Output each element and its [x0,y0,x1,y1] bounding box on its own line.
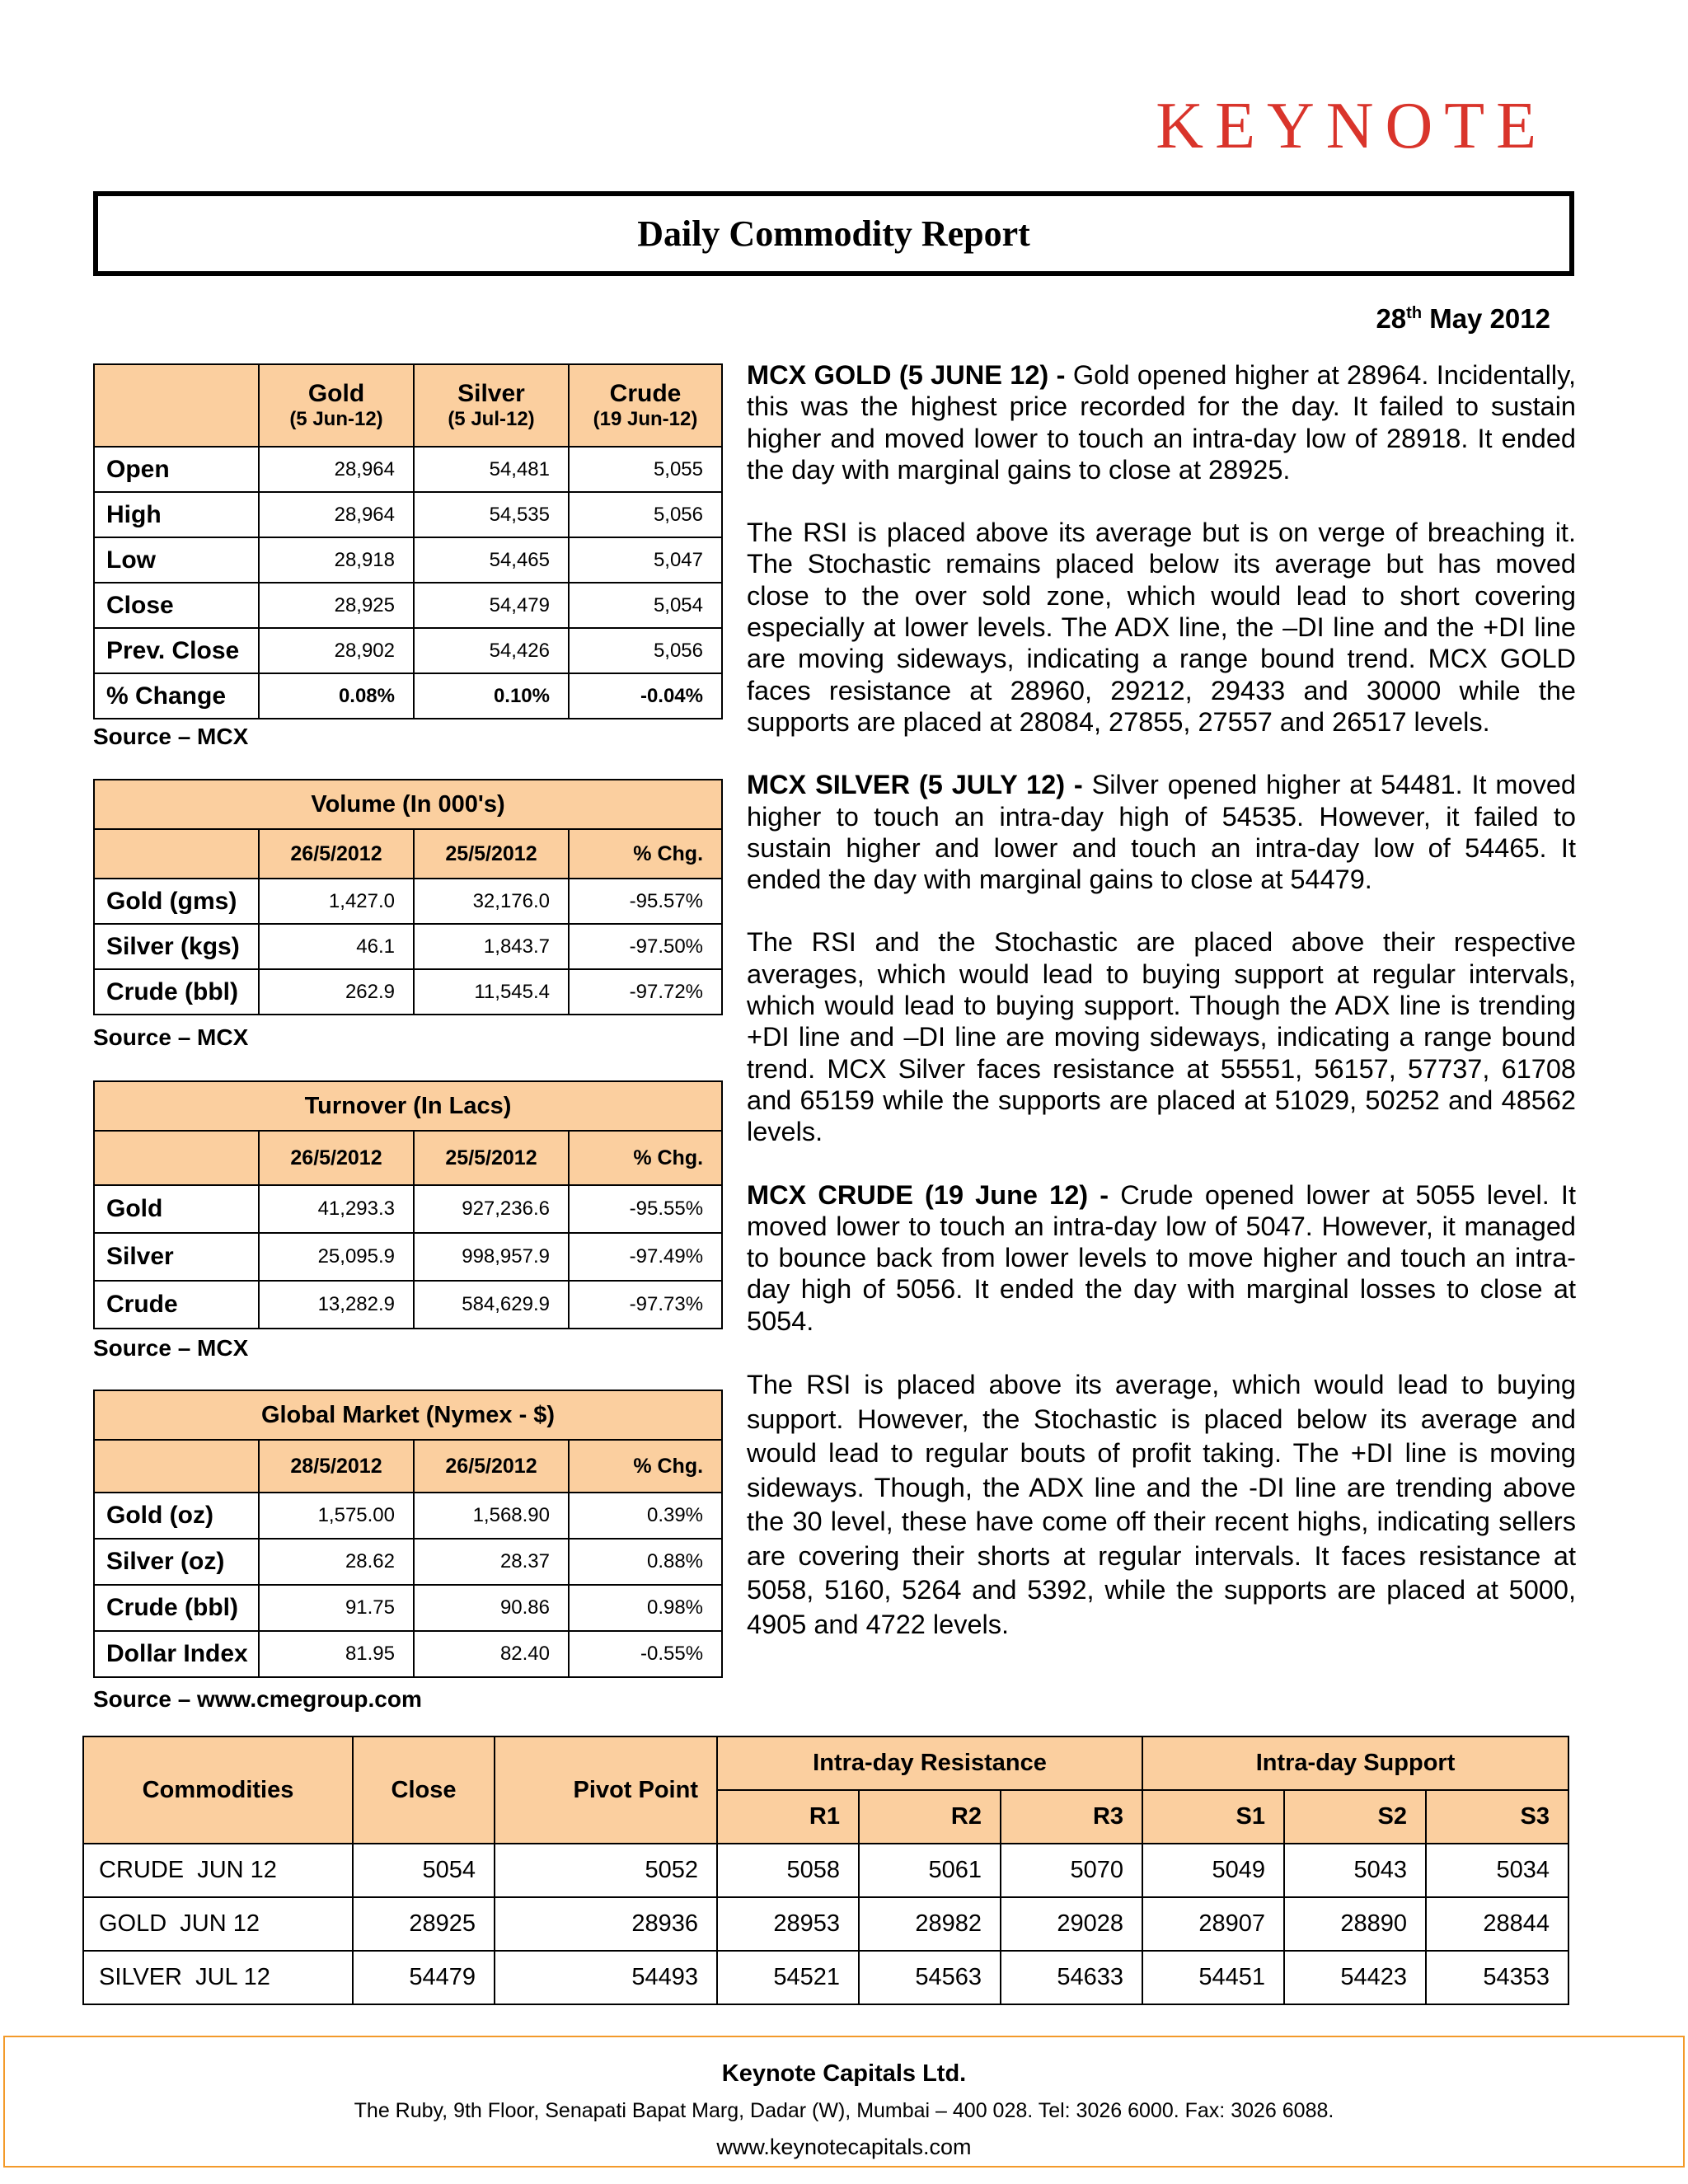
cell: -0.55% [569,1631,722,1677]
col-crude: Crude (19 Jun-12) [569,364,722,447]
volume-corner [94,829,259,879]
cell: -97.72% [569,969,722,1015]
cell: 90.86 [414,1585,569,1631]
cell: 54,426 [414,628,569,673]
table-row [94,1281,722,1329]
col-s1: S1 [1142,1790,1284,1844]
cell: -95.57% [569,879,722,924]
col-date-1: 28/5/2012 [259,1440,414,1493]
cell: 584,629.9 [414,1281,569,1329]
row-label: Gold [94,1185,259,1233]
cell: 5,054 [569,583,722,628]
cell: 5049 [1142,1844,1284,1897]
date-suffix: th [1406,304,1423,322]
cell: 0.08% [259,673,414,719]
prices-table [93,363,723,719]
cell: 1,568.90 [414,1493,569,1539]
cell: 54,481 [414,447,569,492]
cell: 1,575.00 [259,1493,414,1539]
cell: 0.98% [569,1585,722,1631]
cell: 28,902 [259,628,414,673]
cell: 28,964 [259,492,414,537]
cell: 28907 [1142,1897,1284,1951]
table-row [94,537,722,583]
crude-heading: MCX CRUDE (19 June 12) - [747,1179,1109,1210]
row-label: Crude (bbl) [94,969,259,1015]
col-pct-change: % Chg. [569,1440,722,1493]
cell: 5061 [859,1844,1001,1897]
table-row [94,1493,722,1539]
row-label: Low [94,537,259,583]
cell: 28844 [1426,1897,1568,1951]
cell: 82.40 [414,1631,569,1677]
cell: 5070 [1001,1844,1142,1897]
cell: 28925 [353,1897,495,1951]
table-row [94,1185,722,1233]
cell: 28953 [717,1897,859,1951]
global-market-table [93,1390,723,1678]
cell: 1,843.7 [414,924,569,969]
cell: -97.50% [569,924,722,969]
global-source: Source – www.cmegroup.com [93,1686,422,1712]
row-label: High [94,492,259,537]
volume-source: Source – MCX [93,1024,249,1050]
pivot-table [82,1736,1569,2005]
date-rest: May 2012 [1429,303,1550,334]
cell: 11,545.4 [414,969,569,1015]
row-label: Crude [94,1281,259,1329]
cell: 5,056 [569,628,722,673]
turnover-source: Source – MCX [93,1335,249,1361]
table-row [94,583,722,628]
cell: 5,047 [569,537,722,583]
cell: 54423 [1284,1951,1426,2004]
table-row [94,969,722,1015]
table-row [94,447,722,492]
col-r1: R1 [717,1790,859,1844]
commodity-name: CRUDE JUN 12 [83,1844,353,1897]
cell: 29028 [1001,1897,1142,1951]
col-silver: Silver (5 Jul-12) [414,364,569,447]
gold-commentary [747,359,1576,485]
crude-commentary [747,1179,1576,1337]
gold-technical: The RSI is placed above its average but is on verge of breaching it. The Stochastic remains placed below its average but has moved close to the over sold zone, which would lead to short covering especially at lower levels. The ADX line, the –DI line and the +DI line are moving sideways, indicating a range bound trend. MCX GOLD faces resistance at 28960, 29212, 29433 and 30000 while the supports are placed at 28084, 27855, 27557 and 26517 levels. [747,518,1576,737]
cell: 91.75 [259,1585,414,1631]
cell: 0.88% [569,1539,722,1585]
col-date-2: 26/5/2012 [414,1440,569,1493]
cell: 1,427.0 [259,879,414,924]
footer-address: The Ruby, 9th Floor, Senapati Bapat Marg, Dadar (W), Mumbai – 400 028. Tel: 3026 6000. Fax: 3026 6088. [354,2099,1334,2122]
row-label: Gold (gms) [94,879,259,924]
commentary-column [747,359,1576,1673]
row-label: Silver (kgs) [94,924,259,969]
cell: 5,056 [569,492,722,537]
row-label: Gold (oz) [94,1493,259,1539]
cell: 54,479 [414,583,569,628]
turnover-corner [94,1131,259,1185]
keynote-logo: KEYNOTE [1156,90,1548,162]
table-row [94,924,722,969]
row-label: Silver [94,1233,259,1281]
table-row [83,1844,1568,1897]
volume-title: Volume (In 000's) [94,780,722,829]
report-title-box [93,191,1574,276]
cell: 0.10% [414,673,569,719]
cell: 54,465 [414,537,569,583]
cell: 28.62 [259,1539,414,1585]
global-title: Global Market (Nymex - $) [94,1390,722,1440]
cell: 32,176.0 [414,879,569,924]
table-row [94,492,722,537]
col-pivot-point: Pivot Point [495,1736,717,1844]
silver-heading: MCX SILVER (5 JULY 12) - [747,770,1083,800]
cell: 0.39% [569,1493,722,1539]
col-s2: S2 [1284,1790,1426,1844]
cell: 54353 [1426,1951,1568,2004]
table-row [94,1539,722,1585]
cell: 5034 [1426,1844,1568,1897]
row-label: % Change [94,673,259,719]
crude-technical: The RSI is placed above its average, which would lead to buying support. However, the Stochastic is placed below its average and would lead to regular bouts of profit taking. The +DI line is moving sideways. Though, the ADX line and the -DI line are trending above the 30 level, these have come off their recent highs, indicating sellers are covering their shorts at regular intervals. It faces resistance at 5058, 5160, 5264 and 5392, while the supports are placed at 5000, 4905 and 4722 levels. [747,1370,1576,1639]
col-date-2: 25/5/2012 [414,1131,569,1185]
cell: 28,925 [259,583,414,628]
cell: 5,055 [569,447,722,492]
table-row [83,1951,1568,2004]
cell: 28.37 [414,1539,569,1585]
cell: 81.95 [259,1631,414,1677]
footer-website: www.keynotecapitals.com [716,2135,972,2159]
col-close: Close [353,1736,495,1844]
silver-technical: The RSI and the Stochastic are placed above their respective averages, which would lead to buying support at regular intervals, which would lead to buying support. Though the ADX line is trending +DI line and –DI line are moving sideways, indicating a range bound trend. MCX Silver faces resistance at 55551, 56157, 57737, 61708 and 65159 while the supports are placed at 51029, 50252 and 48562 levels. [747,927,1576,1147]
cell: 54633 [1001,1951,1142,2004]
cell: 54,535 [414,492,569,537]
col-intraday-resistance: Intra-day Resistance [717,1736,1142,1790]
table-row [94,879,722,924]
cell: 54479 [353,1951,495,2004]
row-label: Dollar Index [94,1631,259,1677]
cell: 5052 [495,1844,717,1897]
col-commodities: Commodities [83,1736,353,1844]
cell: 5043 [1284,1844,1426,1897]
row-label: Crude (bbl) [94,1585,259,1631]
footer [3,2036,1685,2168]
cell: 5058 [717,1844,859,1897]
cell: 28890 [1284,1897,1426,1951]
report-title: Daily Commodity Report [637,213,1030,254]
col-gold: Gold (5 Jun-12) [259,364,414,447]
commodity-name: SILVER JUL 12 [83,1951,353,2004]
cell: 28,964 [259,447,414,492]
cell: 54521 [717,1951,859,2004]
cell: 998,957.9 [414,1233,569,1281]
cell: 28982 [859,1897,1001,1951]
col-pct-change: % Chg. [569,1131,722,1185]
cell: 13,282.9 [259,1281,414,1329]
col-r3: R3 [1001,1790,1142,1844]
col-date-1: 26/5/2012 [259,1131,414,1185]
col-date-1: 26/5/2012 [259,829,414,879]
cell: 25,095.9 [259,1233,414,1281]
cell: -97.49% [569,1233,722,1281]
cell: -0.04% [569,673,722,719]
footer-company: Keynote Capitals Ltd. [721,2060,967,2087]
cell: 54493 [495,1951,717,2004]
turnover-table [93,1080,723,1329]
row-label: Prev. Close [94,628,259,673]
date-day: 28 [1376,303,1407,334]
cell: 46.1 [259,924,414,969]
col-date-2: 25/5/2012 [414,829,569,879]
cell: -95.55% [569,1185,722,1233]
gold-text-1: Gold opened higher at 28964. Incidentally, this was the highest price recorded for the day. It failed to sustain higher and moved lower to touch an intra-day low of 28918. It ended the day with marginal gains to close at 28925. [747,360,1577,485]
gold-heading: MCX GOLD (5 JUNE 12) - [747,360,1066,390]
col-s3: S3 [1426,1790,1568,1844]
table-row [94,1233,722,1281]
row-label: Silver (oz) [94,1539,259,1585]
table-row [94,1631,722,1677]
cell: 54451 [1142,1951,1284,2004]
cell: 5054 [353,1844,495,1897]
global-corner [94,1440,259,1493]
cell: 927,236.6 [414,1185,569,1233]
silver-commentary [747,769,1576,895]
turnover-title: Turnover (In Lacs) [94,1081,722,1131]
commodity-name: GOLD JUN 12 [83,1897,353,1951]
cell: 28,918 [259,537,414,583]
crude-text-1: Crude opened lower at 5055 level. It moved lower to touch an intra-day low of 5047. However, it managed to bounce back from lower levels to move higher and touch an intra-day high of 5056. It ended the day with marginal losses to close at 5054. [747,1179,1576,1336]
volume-table [93,779,723,1015]
cell: 41,293.3 [259,1185,414,1233]
row-label: Close [94,583,259,628]
cell: 28936 [495,1897,717,1951]
report-date [1376,303,1550,335]
col-pct-change: % Chg. [569,829,722,879]
row-label: Open [94,447,259,492]
table-row [94,673,722,719]
col-r2: R2 [859,1790,1001,1844]
prices-corner [94,364,259,447]
table-row [83,1897,1568,1951]
col-intraday-support: Intra-day Support [1142,1736,1568,1790]
table-row [94,1585,722,1631]
table-row [94,628,722,673]
silver-text-1: Silver opened higher at 54481. It moved higher to touch an intra-day high of 54535. However, it failed to sustain higher and lower and touch an intra-day low of 54465. It ended the day with marginal gains to close at 54479. [747,770,1576,895]
cell: -97.73% [569,1281,722,1329]
cell: 262.9 [259,969,414,1015]
prices-source: Source – MCX [93,724,249,749]
cell: 54563 [859,1951,1001,2004]
